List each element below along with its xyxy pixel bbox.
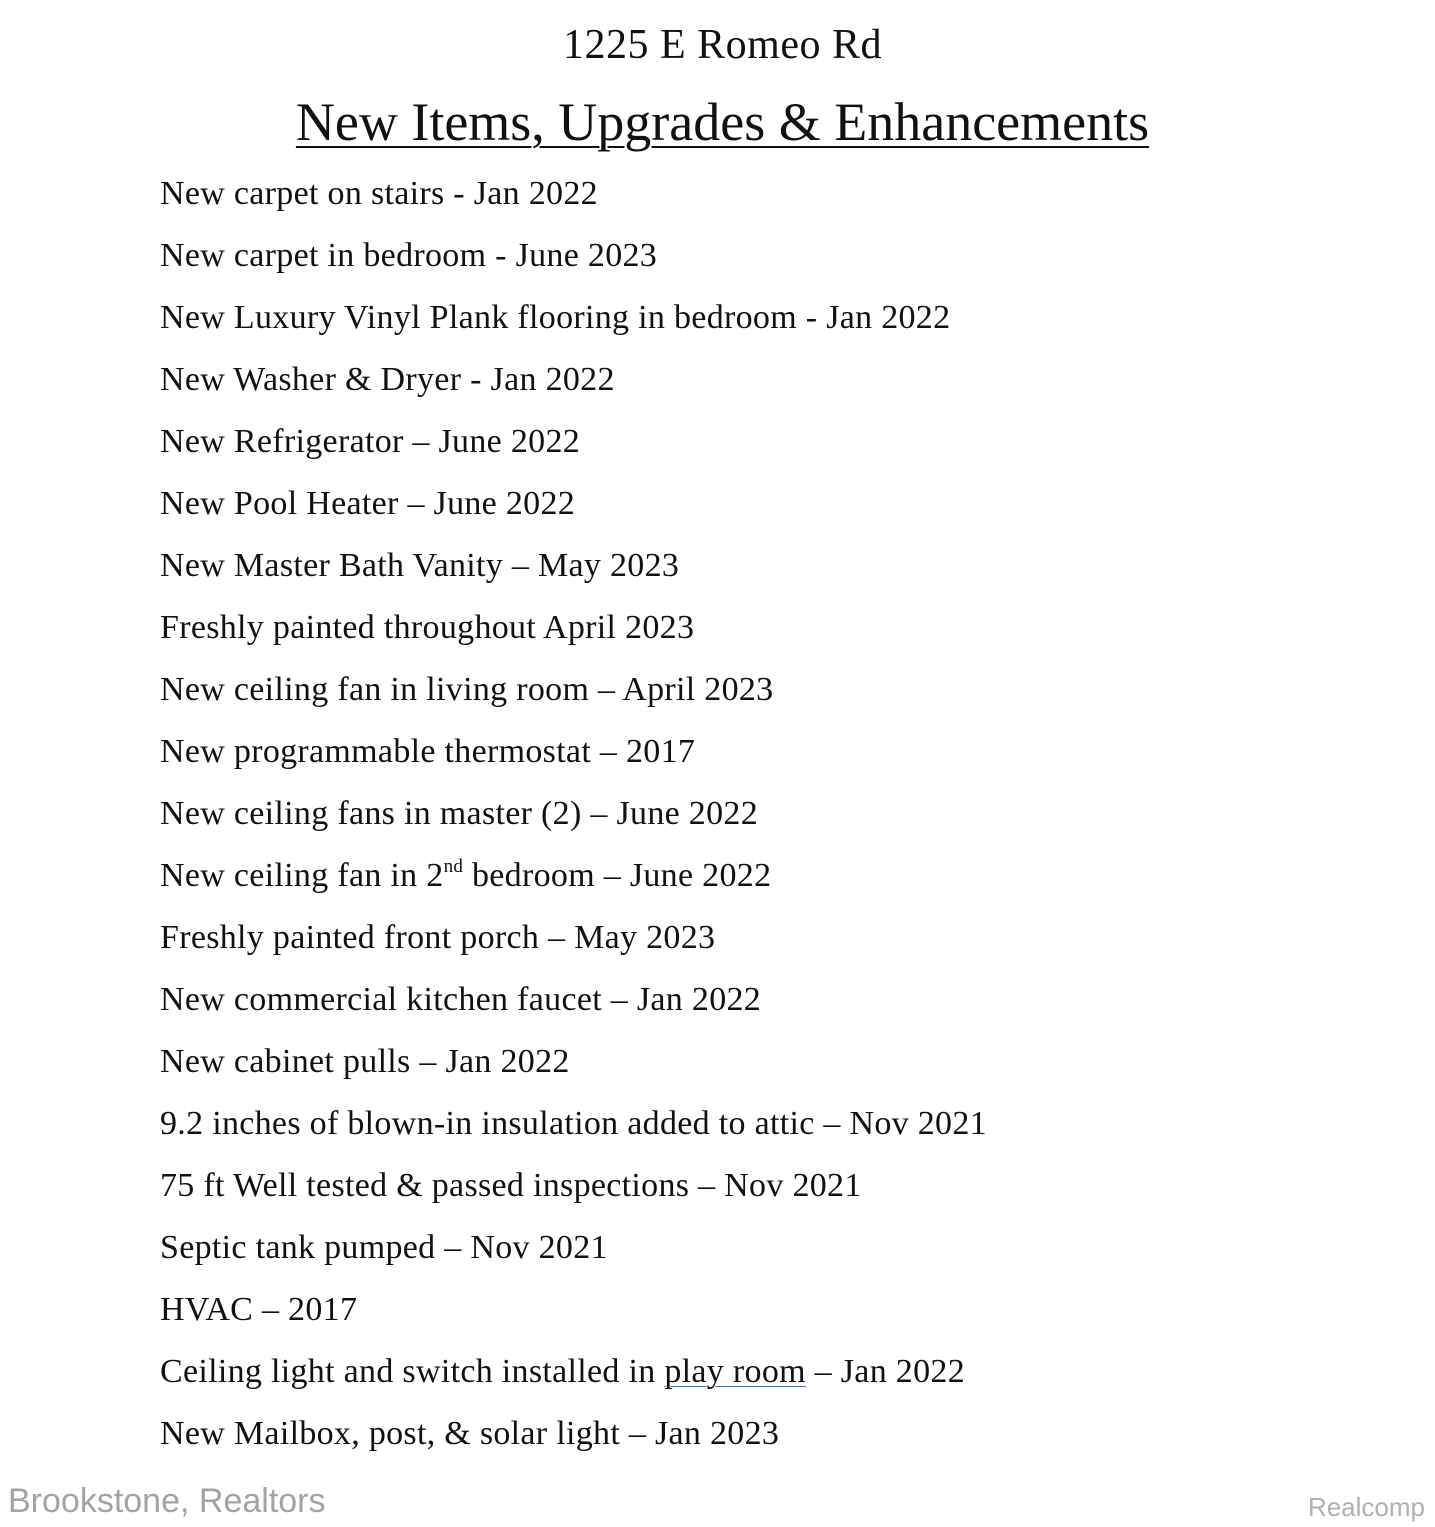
list-item [160, 1341, 987, 1403]
list-item-text: Ceiling light and switch installed in [160, 1353, 665, 1390]
realcomp-watermark: Realcomp [1307, 1492, 1425, 1522]
list-item: New Master Bath Vanity – May 2023 [160, 547, 680, 584]
list-item: New Pool Heater – June 2022 [160, 485, 576, 522]
ordinal-suffix: nd [443, 856, 464, 877]
list-item: New programmable thermostat – 2017 [160, 733, 696, 770]
list-item: New commercial kitchen faucet – Jan 2022 [160, 981, 762, 1018]
list-item: New ceiling fan in living room – April 2023 [160, 671, 774, 708]
property-address: 1225 E Romeo Rd [563, 22, 882, 68]
list-item: New cabinet pulls – Jan 2022 [160, 1043, 570, 1080]
brokerage-watermark: Brookstone, Realtors [8, 1482, 326, 1520]
list-item: Septic tank pumped – Nov 2021 [160, 1229, 608, 1266]
list-item: New carpet in bedroom - June 2023 [160, 237, 658, 274]
list-item: New Luxury Vinyl Plank flooring in bedroom - Jan 2022 [160, 299, 951, 336]
list-item: 75 ft Well tested & passed inspections – Nov 2021 [160, 1167, 862, 1204]
list-item: New ceiling fans in master (2) – June 2022 [160, 795, 759, 832]
list-item: 9.2 inches of blown-in insulation added to attic – Nov 2021 [160, 1105, 987, 1142]
upgrade-list [160, 163, 987, 1465]
list-item: Freshly painted throughout April 2023 [160, 609, 695, 646]
list-item: New Mailbox, post, & solar light – Jan 2023 [160, 1415, 780, 1452]
list-item-text: bedroom – June 2022 [463, 857, 772, 894]
list-item: New carpet on stairs - Jan 2022 [160, 175, 598, 212]
page-heading [0, 90, 1435, 154]
list-item-text: – Jan 2022 [805, 1353, 965, 1390]
list-item-text: New ceiling fan in 2 [160, 857, 444, 894]
list-item: New Refrigerator – June 2022 [160, 423, 581, 460]
heading-text: New Items, Upgrades & Enhancements [295, 92, 1150, 152]
list-item: HVAC – 2017 [160, 1291, 358, 1328]
list-item: New Washer & Dryer - Jan 2022 [160, 361, 615, 398]
list-item [160, 845, 987, 907]
list-item: Freshly painted front porch – May 2023 [160, 919, 716, 956]
underlined-text: play room [664, 1353, 806, 1390]
